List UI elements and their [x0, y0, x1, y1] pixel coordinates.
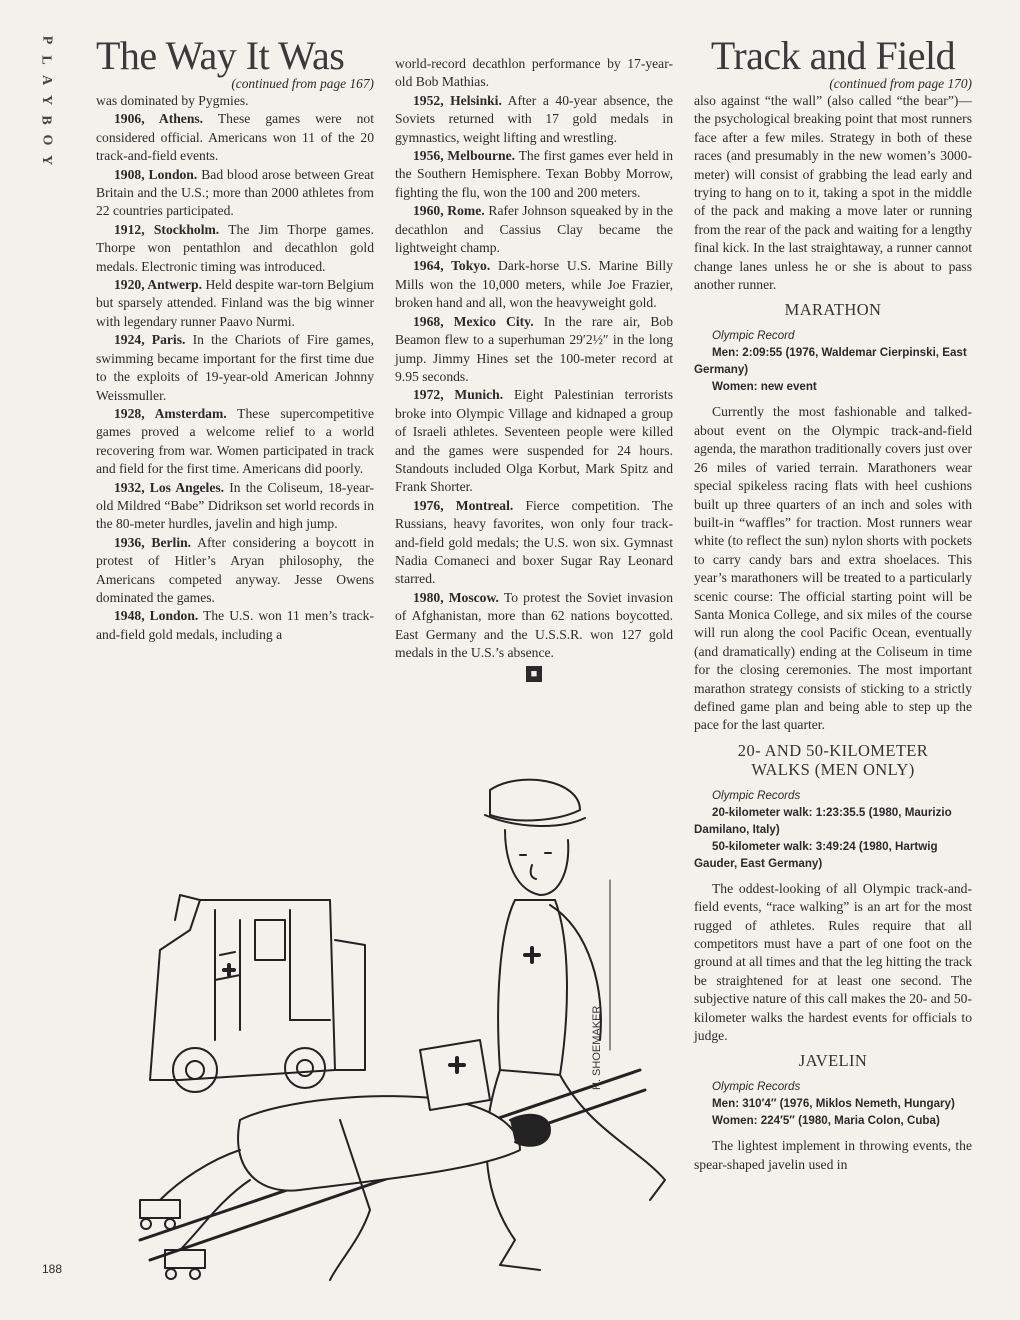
cartoonist-signature: H. SHOEMAKER — [591, 1005, 603, 1090]
record-line: 20-kilometer walk: 1:23:35.5 (1980, Maurizio Damilano, Italy) — [694, 805, 952, 836]
history-paragraph — [395, 589, 673, 663]
red-cross-icon — [224, 965, 234, 975]
history-paragraphs — [96, 92, 374, 644]
history-paragraph — [96, 479, 374, 534]
year-city-lead: 1924, Paris. — [114, 332, 186, 348]
paragraph-text: world-record decathlon performance by 17-year-old Bob Mathias. — [395, 56, 673, 90]
paragraph-text: Dark-horse U.S. Marine Billy Mills won the 10,000 meters, while Joe Frazier, broken hand and all, won the heavyweight gold. — [395, 258, 673, 311]
continued-note: (continued from page 167) — [231, 76, 374, 91]
paragraph-text: Eight Palestinian terrorists broke into Olympic Village and kidnaped a group of Israeli athletes. Seventeen people were killed and the games were suspended for 24 hours. Standouts included Olga Korbut, Mark Spitz and Frank Shorter. — [395, 387, 673, 495]
walks-heading-line-2: WALKS (MEN ONLY) — [751, 759, 915, 779]
year-city-lead: 1972, Munich. — [413, 387, 504, 403]
year-city-lead: 1956, Melbourne. — [413, 148, 516, 164]
paragraph-text: The U.S. won 11 men’s track-and-field gold medals, including a — [96, 608, 374, 642]
record-line: Women: 224′5″ (1980, Maria Colon, Cuba) — [712, 1114, 940, 1128]
walks-body: The oddest-looking of all Olympic track-and-field events, “race walking” is an art for the most rugged of athletes. Rules require that all competitors must have a part of one foot on the ground at all times and that the leg hitting the track be straightened for at least one second. The subjective nature of this call makes the 20- and 50-kilometer walks the hardest events for officials to judge. — [694, 880, 972, 1044]
marathon-body: Currently the most fashionable and talked-about event on the Olympic track-and-field agenda, the marathon traditionally covers just over 26 miles of varied terrain. Marathoners wear special spikeless racing flats with heel cushions built up three quarters of an inch and soles with built-in “waffles” for traction. Most runners wear white (to reflect the sun) nylon shorts with pockets to carry candy bars and extra shoelaces. This year’s marathoners will be treated to a particularly scenic course: The official starting point will be Santa Monica College, and six miles of the course will run along the cool Pacific Ocean, eventually (and dramatically) ending at the Coliseum in time for the closing ceremonies. The most important marathon strategy consists of sticking to a strictly defined game plan and being able to step up the pace for the last quarter. — [694, 404, 972, 733]
history-paragraph — [96, 607, 374, 644]
article-intro-paragraph: also against “the wall” (also called “the bear”)—the psychological breaking point that most runners face after a few miles. Strategy in both of these races (and presumably in the new women’s 3000-meter) will consist of grabbing the lead early and trying to hang on to it, taking a spot in the middle of the pack and making a move later or running from the rear of the pack and waiting for a lengthy final kick. In the last straightaway, a runner cannot change lanes unless he or she is about to pass another runner. — [694, 93, 972, 293]
history-paragraph — [96, 405, 374, 479]
history-paragraph — [395, 313, 673, 387]
history-paragraph — [395, 55, 673, 92]
year-city-lead: 1980, Moscow. — [413, 589, 499, 605]
left-article-column-1 — [96, 33, 375, 644]
record-line: Women: new event — [712, 380, 817, 394]
year-city-lead: 1960, Rome. — [413, 203, 485, 219]
medic-figure — [485, 780, 665, 1270]
section-heading-walks — [694, 741, 972, 779]
paragraph-text: These games were not considered official. Americans won 11 of the 20 track-and-field events. — [96, 111, 374, 164]
section-heading-javelin: JAVELIN — [798, 1051, 868, 1071]
paragraph-text: Fierce competition. The Russians, heavy favorites, won only four track-and-field gold medals; the U.S. won six. Gymnast Nadia Comaneci and boxer Sugar Ray Leonard starred. — [395, 497, 673, 587]
records-label: Olympic Record — [712, 329, 795, 343]
paragraph-text: After a 40-year absence, the Soviets returned with 17 gold medals in gymnastics, weight lifting and wrestling. — [395, 92, 673, 145]
year-city-lead: 1928, Amsterdam. — [114, 405, 227, 421]
paragraph-text: The Jim Thorpe games. Thorpe won pentathlon and decathlon gold medals. Electronic timing was introduced. — [96, 221, 374, 274]
brand-letter: A — [39, 74, 54, 86]
continued-note: (continued from page 170) — [829, 76, 972, 91]
paragraph-text: These supercompetitive games proved a welcome relief to a world recovering from war. Women participated in track and field for the first time. Americans did poorly. — [96, 405, 374, 477]
history-paragraph — [96, 166, 374, 221]
page-number: 188 — [42, 1262, 63, 1276]
article-title-the-way-it-was: The Way It Was — [96, 33, 345, 78]
paragraph-text: After considering a boycott in protest of Hitler’s Aryan philosophy, the Americans competed anyway. Jesse Owens dominated the games. — [96, 534, 374, 605]
year-city-lead: 1932, Los Angeles. — [114, 479, 225, 495]
year-city-lead: 1920, Antwerp. — [114, 277, 203, 293]
end-mark-icon: ■ — [526, 666, 542, 682]
history-paragraph — [96, 221, 374, 276]
year-city-lead: 1976, Montreal. — [413, 497, 514, 513]
article-title-track-and-field: Track and Field — [710, 33, 956, 78]
record-line: 50-kilometer walk: 3:49:24 (1980, Hartwig Gauder, East Germany) — [694, 839, 938, 870]
ambulance-drawing — [150, 895, 365, 1092]
history-paragraph — [96, 110, 374, 165]
walks-heading-line-1: 20- AND 50-KILOMETER — [737, 740, 929, 760]
year-city-lead: 1906, Athens. — [114, 111, 204, 127]
javelin-body: The lightest implement in throwing events, the spear-shaped javelin used in — [694, 1138, 972, 1172]
cartoon-illustration — [120, 770, 680, 1310]
brand-letter: O — [38, 134, 54, 146]
paragraph-text: In the Coliseum, 18-year-old Mildred “Babe” Didrikson set world records in the 80-meter hurdles, javelin and high jump. — [96, 479, 374, 532]
records-label: Olympic Records — [712, 788, 801, 802]
year-city-lead: 1948, London. — [114, 608, 199, 624]
paragraph-text: Bad blood arose between Great Britain and the U.S.; more than 2000 athletes from 22 countries participated. — [96, 166, 375, 219]
walks-records — [694, 787, 972, 872]
left-article-column-2 — [395, 55, 673, 682]
year-city-lead: 1968, Mexico City. — [413, 313, 534, 329]
history-paragraph — [395, 202, 673, 257]
paragraph-text: Rafer Johnson squeaked by in the decathlon and Cassius Clay became the lightweight champ. — [395, 203, 674, 256]
paragraph-text: To protest the Soviet invasion of Afghanistan, more than 62 nations boycotted. East Germany and the U.S.S.R. won 127 gold medals in the U.S.’s absence. — [395, 589, 673, 660]
marathon-records — [694, 327, 972, 395]
brand-letter: B — [39, 115, 54, 125]
history-paragraph — [395, 147, 673, 202]
paragraph-text: In the rare air, Bob Beamon flew to a superhuman 29′2½″ in the long jump. Jimmy Hines set the 100-meter record at 9.95 seconds. — [395, 313, 673, 384]
section-heading-marathon: MARATHON — [784, 300, 882, 320]
paragraph-text: In the Chariots of Fire games, swimming became important for the first time due to the exploits of 19-year-old American Johnny Weissmuller. — [96, 332, 375, 403]
history-paragraph — [395, 257, 673, 312]
history-paragraph — [395, 497, 673, 589]
javelin-records — [694, 1078, 972, 1129]
brand-letter: P — [39, 35, 54, 45]
history-paragraph — [96, 331, 374, 405]
history-paragraph — [96, 92, 374, 110]
history-paragraphs-continued — [395, 55, 673, 662]
year-city-lead: 1908, London. — [114, 166, 198, 182]
paragraph-text: was dominated by Pygmies. — [96, 93, 249, 108]
brand-letter: Y — [39, 154, 54, 166]
year-city-lead: 1964, Tokyo. — [413, 258, 491, 274]
history-paragraph — [395, 92, 673, 147]
year-city-lead: 1952, Helsinki. — [413, 92, 502, 108]
paragraph-text: The first games ever held in the Southern Hemisphere. Texan Bobby Morrow, fighting the flu, won the 100 and 200 meters. — [395, 148, 673, 200]
brand-letter: L — [39, 55, 54, 65]
year-city-lead: 1912, Stockholm. — [114, 221, 220, 237]
history-paragraph — [395, 386, 673, 496]
history-paragraph — [96, 276, 374, 331]
record-line: Men: 310′4″ (1976, Miklos Nemeth, Hungary) — [712, 1097, 955, 1111]
paragraph-text: Held despite war-torn Belgium but sparsely attended. Finland was the big winner with legendary runner Paavo Nurmi. — [96, 277, 375, 329]
history-paragraph — [96, 534, 374, 608]
records-label: Olympic Records — [712, 1080, 801, 1094]
right-article-column — [694, 33, 972, 1174]
record-line: Men: 2:09:55 (1976, Waldemar Cierpinski, East Germany) — [694, 346, 967, 377]
year-city-lead: 1936, Berlin. — [114, 534, 192, 550]
magazine-brand-vertical — [36, 30, 56, 170]
brand-letter: Y — [39, 94, 54, 106]
